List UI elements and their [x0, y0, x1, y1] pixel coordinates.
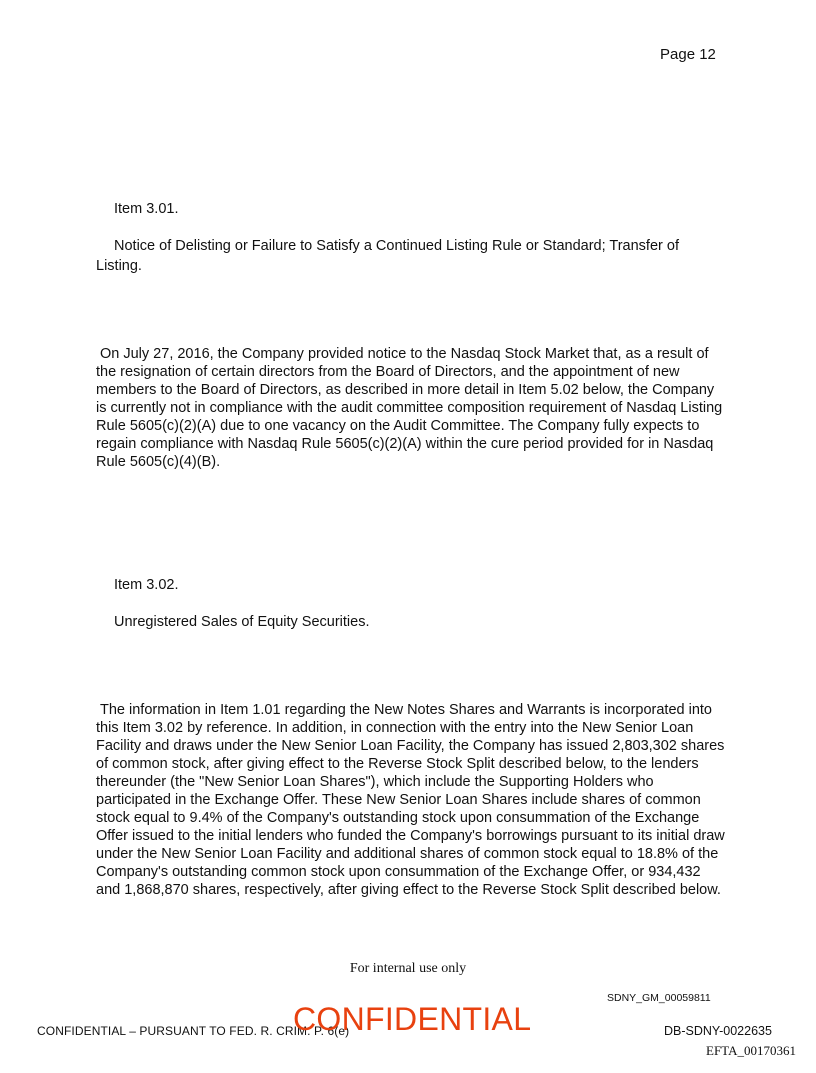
db-reference: DB-SDNY-0022635 — [664, 1024, 772, 1038]
item-3-01-body: On July 27, 2016, the Company provided notice to the Nasdaq Stock Market that, as a result of the resignation of certain directors from the Board of Directors, and the appointment of new members to the Board of Directors, as described in more detail in Item 5.02 below, the Company is currently not in compliance with the audit committee composition requirement of Nasdaq Listing Rule 5605(c)(2)(A) due to one vacancy on the Audit Committee. The Company fully expects to regain compliance with Nasdaq Rule 5605(c)(2)(A) within the cure period provided for in Nasdaq Rule 5605(c)(4)(B). — [96, 346, 723, 470]
efta-reference: EFTA_00170361 — [706, 1043, 796, 1058]
page-number: Page 12 — [660, 46, 716, 63]
item-3-01-heading: Item 3.01. — [114, 201, 179, 217]
confidential-legend: CONFIDENTIAL – PURSUANT TO FED. R. CRIM. P. 6(e) — [37, 1024, 350, 1038]
confidential-stamp: CONFIDENTIAL — [293, 1001, 532, 1037]
item-3-02-body: The information in Item 1.01 regarding the New Notes Shares and Warrants is incorporated into this Item 3.02 by reference. In addition, in connection with the entry into the New Senior Loan Facility and draws under the New Senior Loan Facility, the Company has issued 2,803,302 shares of common stock, after giving effect to the Reverse Stock Split described below, to the lenders thereunder (the "New Senior Loan Shares"), which include the Supporting Holders who participated in the Exchange Offer. These New Senior Loan Shares include shares of common stock equal to 9.4% of the Company's outstanding stock upon consummation of the Exchange Offer issued to the initial lenders who funded the Company's borrowings pursuant to its initial draw under the New Senior Loan Facility and additional shares of common stock equal to 18.8% of the Company's outstanding common stock upon consummation of the Exchange Offer, or 934,432 and 1,868,870 shares, respectively, after giving effect to the Reverse Stock Split described below. — [96, 702, 725, 898]
item-3-02-heading: Item 3.02. — [114, 577, 179, 593]
item-3-01-title: Notice of Delisting or Failure to Satisfy a Continued Listing Rule or Standard; Transfer of Listing. — [96, 238, 679, 274]
internal-use-note: For internal use only — [349, 961, 467, 976]
item-3-02-title: Unregistered Sales of Equity Securities. — [114, 614, 370, 630]
bates-number-small: SDNY_GM_00059811 — [607, 992, 711, 1004]
